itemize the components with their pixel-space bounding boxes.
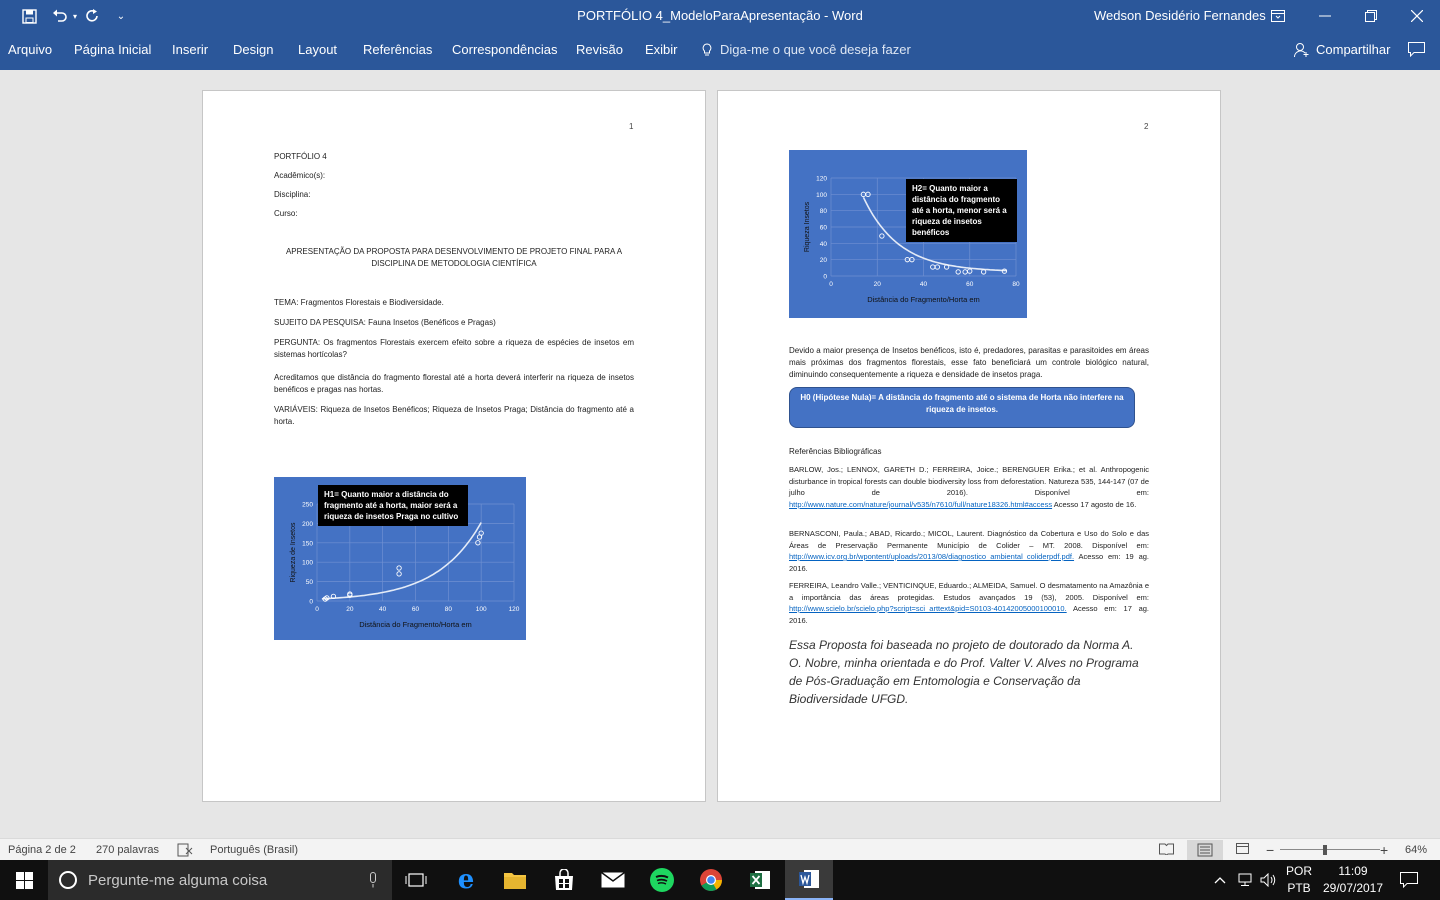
save-icon[interactable]: [16, 0, 42, 32]
tab-exibir[interactable]: Exibir: [645, 42, 678, 57]
proofing-icon[interactable]: [177, 843, 193, 857]
windows-start-icon[interactable]: [0, 860, 48, 900]
page-1[interactable]: [202, 90, 706, 802]
pergunta-paragraph: PERGUNTA: Os fragmentos Florestais exercem efeito sobre a riqueza de espécies de insetos em sistemas hortícolas?: [274, 338, 634, 359]
x-tick-label: 40: [919, 281, 928, 288]
reference-text: BERNASCONI, Paula.; ABAD, Ricardo.; MICOL, Laurent. Diagnóstico da Cobertura e Uso do Solo e das Áreas de Preservação Permanente Município de Colider – MT. 2008. Disponível em:: [789, 529, 1149, 550]
null-hypothesis-box[interactable]: H0 (Hipótese Nula)= A distância do fragmento até o sistema de Horta não interfere na riqueza de insetos.: [789, 387, 1135, 428]
page-number: 2: [1144, 122, 1149, 131]
action-center-icon[interactable]: [1394, 860, 1424, 900]
chart-annotation: H2= Quanto maior a distância do fragmento até a horta, menor será a riqueza de insetos benéficos: [906, 179, 1017, 242]
y-tick-label: 100: [302, 559, 313, 567]
x-tick-label: 60: [966, 281, 974, 288]
body-paragraph: Devido a maior presença de Insetos benéficos, isto é, predadores, parasitas e parasitoides em áreas mais próximas dos fragmentos florestais, esse fato beneficiará um controle biológico natural, diminuindo consequentemente a riqueza e densidade de insetos praga.: [789, 346, 1149, 379]
excel-icon[interactable]: [736, 860, 784, 900]
volume-icon[interactable]: [1258, 860, 1280, 900]
reference-access: Acesso em: 17 ag. 2016.: [789, 604, 1150, 625]
zoom-slider-thumb[interactable]: [1323, 845, 1327, 855]
y-tick-label: 200: [302, 520, 313, 528]
reference-text: FERREIRA, Leandro Valle.; VENTICINQUE, Eduardo.; ALMEIDA, Samuel. O desmatamento na Amazônia e a importância das áreas protegidas. Estudos avançados 19 (53), 2005. Disponível em:: [789, 581, 1149, 602]
header-line: Disciplina:: [274, 190, 311, 199]
page-2[interactable]: [717, 90, 1221, 802]
x-tick-label: 20: [873, 281, 881, 288]
file-explorer-icon[interactable]: [491, 860, 539, 900]
data-point: [956, 270, 960, 274]
tab-correspondencias[interactable]: Correspondências: [452, 42, 558, 57]
chart-annotation: H1= Quanto maior a distância do fragmento até a horta, maior será a riqueza de insetos Praga no cultivo: [318, 485, 468, 526]
tab-pagina-inicial[interactable]: Página Inicial: [74, 42, 152, 57]
reference-link[interactable]: http://www.nature.com/nature/journal/v535/n7610/full/nature18326.html#access: [789, 499, 1053, 509]
word-icon[interactable]: [785, 860, 833, 900]
person-icon: [1294, 42, 1309, 58]
print-layout-icon[interactable]: [1187, 840, 1223, 860]
y-tick-label: 50: [305, 579, 313, 587]
taskbar-search-box[interactable]: [48, 860, 392, 900]
header-line: PORTFÓLIO 4: [274, 152, 327, 161]
undo-icon[interactable]: [48, 0, 70, 32]
chart-h2[interactable]: [789, 150, 1027, 318]
x-tick-label: 80: [1012, 281, 1020, 288]
read-mode-icon[interactable]: [1159, 843, 1174, 857]
reference-item: [789, 464, 1149, 510]
search-placeholder: Pergunte-me alguma coisa: [88, 871, 268, 889]
reference-text: BARLOW, Jos.; LENNOX, GARETH D.; FERREIRA, Joice.; BERENGUER Erika.; et al. Anthropogenic disturbance in tropical forests can double biodiversity loss from deforestation. Natureza 535, 144-147 (07 de julho de 2016). Disponível em:: [789, 465, 1149, 497]
tab-layout[interactable]: Layout: [298, 42, 338, 57]
clock[interactable]: [1318, 860, 1388, 900]
x-tick-label: 0: [829, 281, 833, 288]
lightbulb-icon: [702, 43, 712, 57]
zoom-level[interactable]: 64%: [1405, 844, 1428, 856]
undo-dropdown-icon[interactable]: ▾: [72, 11, 77, 21]
header-line: Curso:: [274, 209, 298, 218]
y-tick-label: 250: [302, 501, 313, 509]
zoom-out-button[interactable]: −: [1266, 842, 1275, 858]
keyboard-layout: PTB: [1287, 881, 1311, 895]
taskbar: [0, 860, 1440, 900]
y-axis-label: Riqueza de Insetos: [290, 522, 297, 583]
sujeito-line: SUJEITO DA PESQUISA: Fauna Insetos (Benéficos e Pragas): [274, 318, 496, 327]
microphone-icon[interactable]: [368, 872, 378, 892]
x-tick-label: 120: [508, 606, 520, 613]
store-icon[interactable]: [540, 860, 588, 900]
reference-access: Acesso 17 agosto de 16.: [1053, 499, 1137, 509]
tab-revisao[interactable]: Revisão: [576, 42, 623, 57]
tab-design[interactable]: Design: [233, 42, 274, 57]
clock-date: 29/07/2017: [1322, 881, 1384, 895]
y-tick-label: 80: [819, 208, 827, 216]
mail-icon[interactable]: [589, 860, 637, 900]
cortana-icon: [48, 870, 88, 890]
title-bar: [0, 0, 1440, 32]
web-layout-icon[interactable]: [1236, 843, 1250, 857]
x-tick-label: 40: [379, 606, 387, 613]
chart-h1[interactable]: [274, 477, 526, 640]
y-tick-label: 100: [816, 191, 827, 199]
minimize-icon[interactable]: [1310, 0, 1340, 32]
data-point: [397, 566, 401, 570]
user-name[interactable]: Wedson Desidério Fernandes: [1094, 8, 1266, 23]
trend-line: [322, 523, 481, 599]
edge-icon[interactable]: e: [457, 865, 475, 895]
status-bar: [0, 838, 1440, 860]
ribbon-display-icon[interactable]: [1264, 0, 1292, 32]
tab-referencias[interactable]: Referências: [363, 42, 433, 57]
comments-icon[interactable]: [1408, 42, 1425, 58]
task-view-icon[interactable]: [392, 860, 440, 900]
reference-link[interactable]: http://www.icv.org.br/wpontent/uploads/2013/08/diagnostico_ambiental_coliderpdf.pdf.: [789, 552, 1075, 561]
network-icon[interactable]: [1234, 860, 1256, 900]
tema-line: TEMA: Fragmentos Florestais e Biodiversidade.: [274, 298, 444, 307]
zoom-slider[interactable]: [1280, 849, 1380, 850]
ribbon-tabs: [0, 32, 1440, 70]
tell-me-input[interactable]: Diga-me o que você deseja fazer: [720, 42, 911, 57]
y-tick-label: 120: [816, 175, 827, 183]
y-tick-label: 40: [819, 240, 827, 248]
references-heading: Referências Bibliográficas: [789, 447, 882, 456]
reference-link[interactable]: http://www.scielo.br/scielo.php?script=sci_arttext&pid=S0103-40142005000100010.: [789, 604, 1067, 613]
x-axis-label: Distância do Fragmento/Horta em: [359, 620, 472, 629]
data-point: [931, 265, 935, 269]
x-tick-label: 80: [444, 606, 452, 613]
tab-arquivo[interactable]: Arquivo: [8, 42, 53, 57]
document-area[interactable]: [0, 70, 1440, 838]
y-axis-label: Riqueza Insetos: [804, 201, 811, 253]
data-point: [981, 270, 985, 274]
reference-access: Acesso em: 19 ag. 2016.: [789, 552, 1149, 573]
data-point: [880, 234, 884, 238]
hypothesis-paragraph: Acreditamos que distância do fragmento florestal até a horta deverá interferir na riqueza de insetos benéficos e pragas nas hortas.: [274, 373, 634, 394]
word-count[interactable]: 270 palavras: [96, 844, 159, 856]
redo-icon[interactable]: [82, 0, 104, 32]
language-indicator[interactable]: Português (Brasil): [210, 844, 299, 856]
close-icon[interactable]: [1402, 0, 1432, 32]
language-code: POR: [1285, 864, 1312, 878]
x-tick-label: 60: [411, 606, 420, 613]
reference-item: [789, 580, 1149, 626]
zoom-in-button[interactable]: +: [1380, 842, 1389, 858]
y-tick-label: 60: [819, 224, 827, 232]
data-point: [935, 265, 939, 269]
y-tick-label: 0: [823, 273, 827, 281]
closing-note: Essa Proposta foi baseada no projeto de doutorado da Norma A. O. Nobre, minha orientada e do Prof. Valter V. Alves no Programa de Pós-Graduação em Entomologia e Conservação da Biodiversidade UFGD.: [789, 638, 1139, 706]
data-point: [963, 270, 967, 274]
input-language[interactable]: [1282, 860, 1316, 900]
doc-title: DISCIPLINA DE METODOLOGIA CIENTÍFICA: [371, 259, 537, 268]
chrome-icon[interactable]: [687, 860, 735, 900]
y-tick-label: 20: [819, 257, 827, 265]
share-button[interactable]: Compartilhar: [1316, 42, 1391, 57]
customize-toolbar-icon[interactable]: ⌄: [116, 10, 126, 22]
x-tick-label: 100: [475, 606, 487, 613]
x-tick-label: 0: [315, 606, 319, 613]
header-line: Acadêmico(s):: [274, 171, 326, 180]
window-title: PORTFÓLIO 4_ModeloParaApresentação - Word: [577, 8, 863, 23]
chevron-up-icon[interactable]: [1210, 860, 1230, 900]
restore-icon[interactable]: [1356, 0, 1386, 32]
data-point: [397, 572, 401, 576]
reference-item: [789, 528, 1149, 574]
x-tick-label: 20: [346, 606, 354, 613]
page-number: 1: [629, 122, 634, 131]
tab-inserir[interactable]: Inserir: [172, 42, 209, 57]
doc-title: APRESENTAÇÃO DA PROPOSTA PARA DESENVOLVIMENTO DE PROJETO FINAL PARA A: [285, 247, 623, 256]
spotify-icon[interactable]: [638, 860, 686, 900]
y-tick-label: 0: [309, 598, 313, 606]
clock-time: 11:09: [1338, 864, 1368, 878]
page-count[interactable]: Página 2 de 2: [8, 844, 76, 856]
x-axis-label: Distância do Fragmento/Horta em: [867, 295, 980, 304]
variaveis-paragraph: VARIÁVEIS: Riqueza de Insetos Benéficos; Riqueza de Insetos Praga; Distância do fragmento até a horta.: [274, 405, 634, 426]
y-tick-label: 150: [302, 540, 313, 548]
